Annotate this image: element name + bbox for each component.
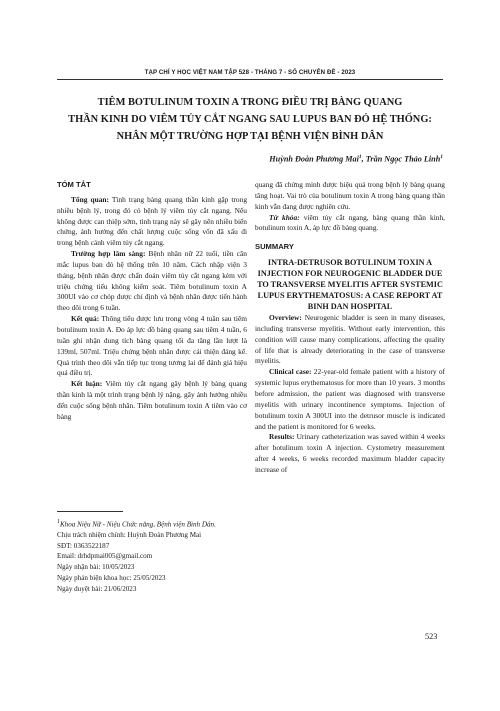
abstract-results-en: Results: Urinary catheterization was saved within 4 weeks after botulinum toxin A injection. Cystometry measurement after 4 weeks, 6 weeks recorded maximum bladder capacity increase of — [255, 432, 445, 474]
article-title: TIÊM BOTULINUM TOXIN A TRONG ĐIỀU TRỊ BÀNG QUANG THẦN KINH DO VIÊM TỦY CẮT NGANG SAU LUPUS BAN ĐỎ HỆ THỐNG: NHÂN MỘT TRƯỜNG HỢP TẠI BỆNH VIỆN BÌNH DÂN — [68, 97, 432, 142]
summary-heading-en: SUMMARY — [255, 242, 294, 252]
header-rule — [57, 79, 443, 80]
left-column — [57, 178, 247, 423]
abstract-overview-vi: Tổng quan: Tình trạng bàng quang thần kinh gặp trong nhiều bệnh lý, trong đó có bệnh lý viêm tủy cắt ngang. Nếu không được can thiệp sớm, tình trạng này sẽ gây nên nhiều biến chứng, ảnh hưởng đến chất lượng cuộc sống vốn đã xấu đi trong bệnh cảnh viêm tủy cắt ngang. — [57, 194, 248, 248]
affiliation: $^1$Khoa Niệu Nữ - Niệu Chức năng, Bệnh viện Bình Dân. — [57, 519, 216, 529]
page-number: 523 — [425, 632, 438, 641]
summary-heading-vi: TÓM TẮT — [57, 180, 91, 189]
footnotes — [57, 517, 252, 594]
abstract-overview-en: Overview: Neurogenic bladder is seen in many diseases, including transverse myelitis. Without early intervention, this condition will cause many complications, affecting the quality of life that is already deteriorating in the case of transverse myelitis. — [255, 313, 445, 366]
phone: SĐT: 0363522187 — [57, 541, 110, 550]
abstract-case-vi: Trường hợp lâm sàng: Bệnh nhân nữ 22 tuổi, tiền căn mắc lupus ban đỏ hệ thống trên 10 năm. Cách nhập viện 3 tháng, bệnh nhân được chẩn đoán viêm tủy cắt ngang kèm với triệu chứng tiểu không kiểm soát. Tiêm botulinum toxin A 300UI vào cơ chóp được chỉ định và bệnh nhân được tiến hành theo dõi trong 6 tuần. — [57, 249, 248, 313]
corresponding-author: Chịu trách nhiệm chính: Huỳnh Đoàn Phương Mai — [57, 531, 202, 540]
keywords-vi: Từ khóa: viêm tủy cắt ngang, bàng quang thần kinh, botulinum toxin A, áp lực đồ bàng quang. — [255, 212, 445, 233]
abstract-conclusion-vi: Kết luận: Viêm tủy cắt ngang gây bệnh lý bàng quang thần kinh là một trình trạng bệnh lý nặng, gây ảnh hưởng nhiều đến cuộc sống bệnh nhân. Tiêm botulinum toxin A tiêm vào cơ bàng — [57, 379, 247, 421]
date-received: Ngày nhận bài: 10/05/2023 — [57, 563, 135, 572]
abstract-conclusion-vi-cont: quang đã chứng minh được hiệu quả trong bệnh lý bàng quang tăng hoạt. Vai trò của botulinum toxin A trong bàng quang thần kinh vẫn đang được nghiên cứu. — [255, 180, 445, 211]
footnote-rule — [57, 511, 123, 512]
journal-header: TẠP CHÍ Y HỌC VIỆT NAM TẬP 528 - THÁNG 7 - SỐ CHUYÊN ĐỀ - 2023 — [144, 69, 356, 76]
date-reviewed: Ngày phản biện khoa học: 25/05/2023 — [57, 573, 166, 582]
date-accepted: Ngày duyệt bài: 21/06/2023 — [57, 584, 137, 593]
authors: Huỳnh Đoàn Phương Mai$^1$, Trần Ngọc Thảo Linh$^1$ — [269, 154, 443, 164]
email: Email: drhdpmai005@gmail.com — [57, 552, 153, 561]
abstract-case-en: Clinical case: 22-year-old female patient with a history of systemic lupus erythematosus for more than 10 years. 3 months before admission, the patient was diagnosed with transverse myelitis with urinary incontinence symptoms. Injection of botulinum toxin A 300UI into the detrusor muscle is indicated and the patient is monitored for 6 weeks. — [255, 367, 445, 431]
english-title: INTRA-DETRUSOR BOTULINUM TOXIN A INJECTION FOR NEUROGENIC BLADDER DUE TO TRANSVERSE MYELITIS AFTER SYSTEMIC LUPUS ERYTHEMATOSUS: A CASE REPORT AT BINH DAN HOSPITAL — [257, 258, 443, 312]
abstract-results-vi: Kết quả: Thông tiểu được lưu trong vòng 4 tuần sau tiêm botulinum toxin A. Đo áp lực đồ bàng quang sau tiêm 4 tuần, 6 tuần ghi nhận dung tích bàng quang tối đa tăng lần lượt là 139ml, 507ml. Triệu chứng bệnh nhân được cải thiện đáng kể. Quá trình theo dõi vẫn tiếp tục trong tương lai để đánh giá hiệu quả điều trị. — [57, 314, 247, 378]
right-column — [255, 180, 445, 476]
